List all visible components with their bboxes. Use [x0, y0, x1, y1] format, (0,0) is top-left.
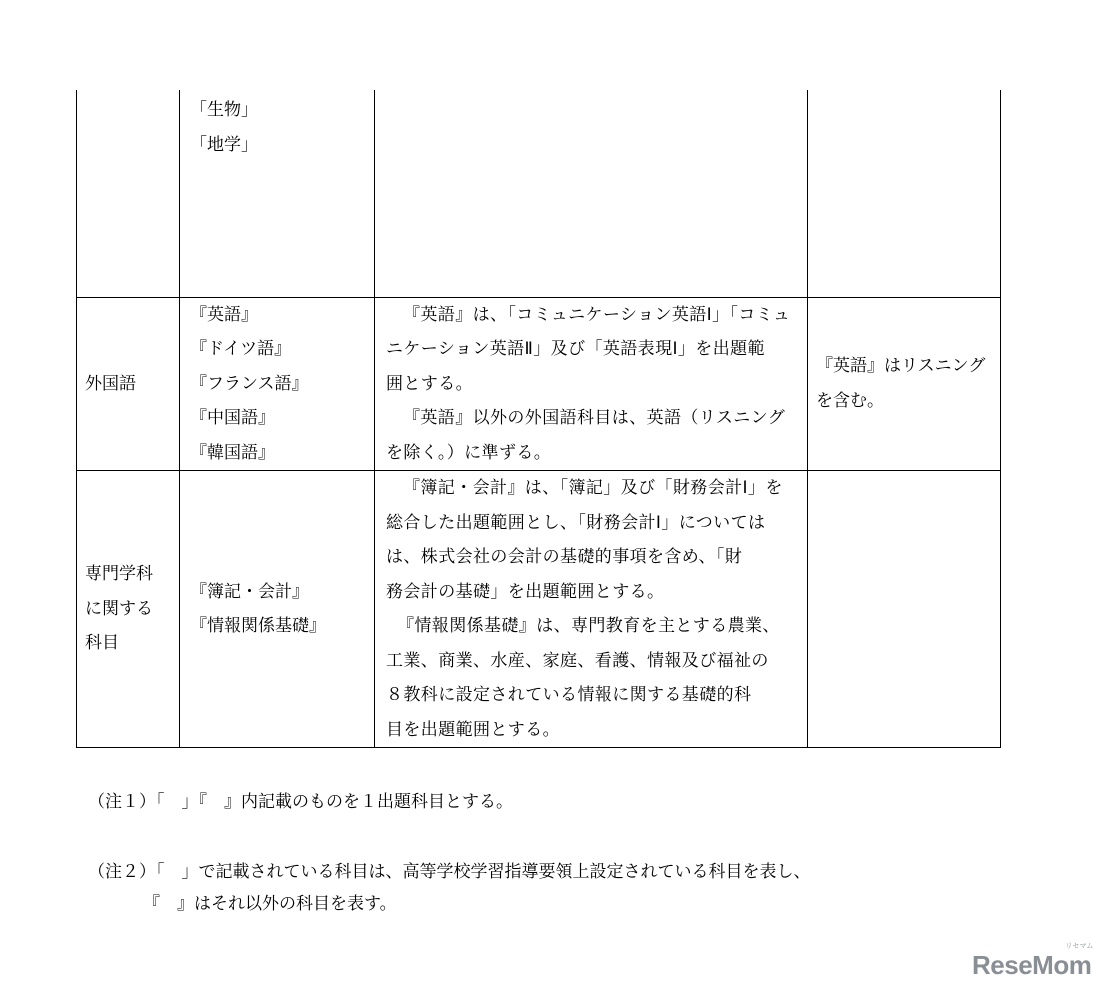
- subjects-cell: [180, 471, 375, 748]
- subject-item: 『英語』: [190, 304, 258, 325]
- subject-item: 『韓国語』: [190, 442, 275, 463]
- subject-item: 『フランス語』: [190, 373, 309, 394]
- subject-item: 『中国語』: [190, 408, 275, 428]
- subjects-cell: [180, 90, 375, 297]
- logo-text: ReseMom: [972, 950, 1092, 980]
- category-label: に関する: [85, 598, 153, 619]
- subjects-cell: [180, 297, 375, 471]
- remarks-cell: [808, 297, 1001, 471]
- category-label: 専門学科: [85, 564, 153, 585]
- description-line: ８教科に設定されている情報に関する基礎的科: [386, 685, 752, 705]
- category-cell: [77, 90, 180, 297]
- remarks-cell: [808, 471, 1001, 748]
- description-line: 目を出題範囲とする。: [386, 719, 560, 740]
- remark-line: 『英語』はリスニング: [816, 356, 986, 377]
- subject-item: 『情報関係基礎』: [190, 616, 326, 636]
- category-cell: [77, 471, 180, 748]
- table-row: [77, 90, 1001, 297]
- description-cell: [375, 90, 808, 297]
- note-2-line-2: 『 』はそれ以外の科目を表す。: [143, 894, 397, 914]
- description-cell: [375, 297, 808, 471]
- subject-item: 「地学」: [190, 134, 258, 155]
- category-label: 科目: [85, 633, 119, 654]
- description-line: 囲とする。: [386, 373, 473, 394]
- subject-item: 「生物」: [190, 100, 258, 120]
- description-line: 『英語』以外の外国語科目は、英語（リスニング: [403, 408, 786, 428]
- remarks-cell: [808, 90, 1001, 297]
- description-line: を除く。）に準ずる。: [386, 442, 552, 463]
- description-line: 務会計の基礎」を出題範囲とする。: [386, 581, 665, 602]
- note-2-line-1: （注２）「 」で記載されている科目は、高等学校学習指導要領上設定されている科目を表し、: [88, 862, 811, 882]
- subject-item: 『ドイツ語』: [190, 339, 292, 359]
- table-row: [77, 471, 1001, 748]
- remark-line: を含む。: [816, 390, 884, 411]
- note-1: （注１）「 」『 』内記載のものを１出題科目とする。: [88, 792, 513, 812]
- subject-item: 『簿記・会計』: [190, 581, 309, 602]
- subject-table: [76, 90, 1001, 748]
- resemom-logo: [972, 943, 1093, 981]
- logo-small-text: リセマム: [1065, 943, 1093, 950]
- table-row: [77, 297, 1001, 471]
- description-line: 『情報関係基礎』は、専門教育を主とする農業、: [397, 616, 780, 636]
- category-cell: [77, 297, 180, 471]
- description-line: は、株式会社の会計の基礎的事項を含め、「財: [386, 547, 743, 567]
- description-line: 『英語』は、「コミュニケーション英語Ⅰ」「コミュ: [403, 304, 791, 325]
- description-line: ニケーション英語Ⅱ」及び「英語表現Ⅰ」を出題範: [386, 339, 765, 359]
- description-line: 総合した出題範囲とし、「財務会計Ⅰ」については: [386, 512, 766, 533]
- category-label: 外国語: [85, 373, 136, 394]
- description-cell: [375, 471, 808, 748]
- description-line: 『簿記・会計』は、「簿記」及び「財務会計Ⅰ」を: [403, 478, 783, 498]
- description-line: 工業、商業、水産、家庭、看護、情報及び福祉の: [386, 650, 769, 671]
